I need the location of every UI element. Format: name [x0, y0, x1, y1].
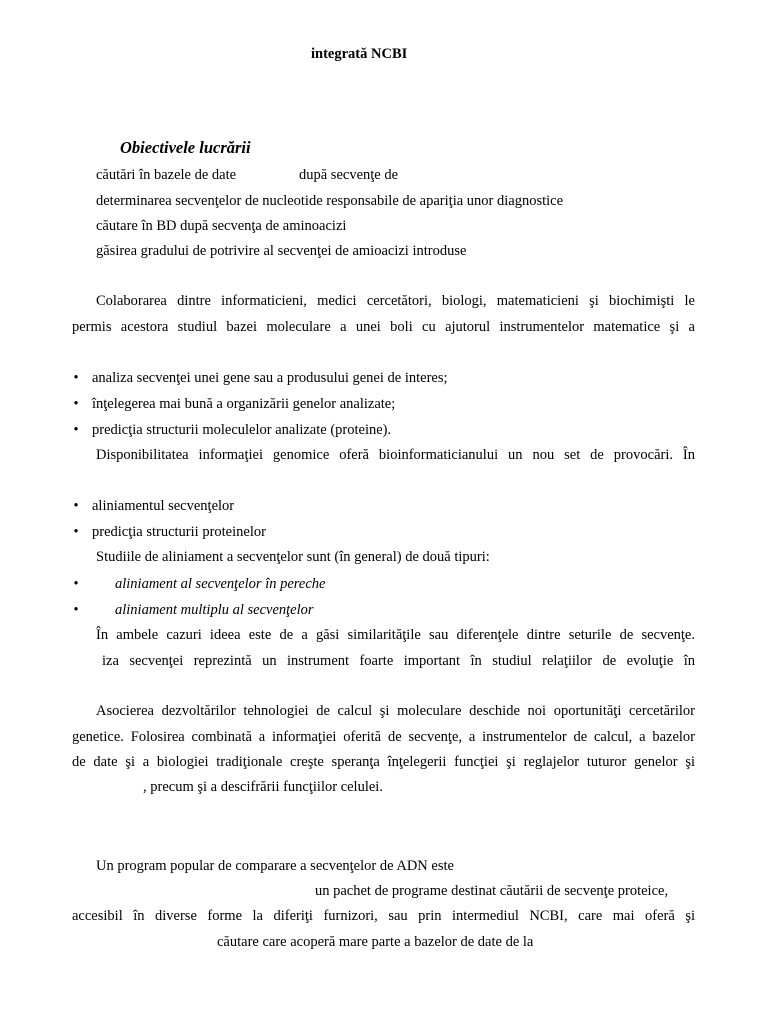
- paragraph-line: Colaborarea dintre informaticieni, medici cercetători, biologi, matematicieni şi biochimişti le: [96, 293, 695, 309]
- paragraph-line: accesibil în diverse forme la diferiţi furnizori, sau prin intermediul NCBI, care mai oferă şi: [72, 908, 695, 924]
- list-item: predicţia structurii moleculelor analizate (proteine).: [92, 422, 392, 438]
- paragraph-line: permis acestora studiul bazei moleculare a unei boli cu ajutorul instrumentelor matematice şi a: [72, 319, 695, 335]
- objective-3: căutare în BD după secvenţa de aminoacizi: [96, 218, 347, 234]
- objective-1a: căutări în bazele de date: [96, 167, 237, 183]
- page-title: integrată NCBI: [311, 46, 408, 62]
- section-heading: Obiectivele lucrării: [120, 138, 251, 157]
- paragraph-line: căutare care acoperă mare parte a bazelor de date de la: [217, 934, 534, 950]
- bullet-icon: •: [73, 576, 79, 592]
- bullet-icon: •: [73, 524, 79, 540]
- objective-2: determinarea secvenţelor de nucleotide responsabile de apariţia unor diagnostice: [96, 193, 564, 209]
- list-item: înţelegerea mai bună a organizării genelor analizate;: [92, 396, 396, 412]
- paragraph-line: Studiile de aliniament a secvenţelor sunt (în general) de două tipuri:: [96, 549, 490, 565]
- list-item: aliniament multiplu al secvenţelor: [115, 602, 314, 618]
- objective-4: găsirea gradului de potrivire al secvenţei de amioacizi introduse: [96, 243, 467, 259]
- paragraph-line: genetice. Folosirea combinată a informaţiei oferită de secvenţe, a instrumentelor de calcul, a bazelor: [72, 729, 695, 745]
- paragraph-line: iza secvenţei reprezintă un instrument foarte important în studiul relaţiilor de evoluţie în: [102, 653, 695, 669]
- list-item: aliniamentul secvenţelor: [92, 498, 235, 514]
- paragraph-line: În ambele cazuri ideea este de a găsi similarităţile sau diferenţele dintre seturile de secvenţe.: [96, 627, 695, 643]
- paragraph-line: Asocierea dezvoltărilor tehnologiei de calcul şi moleculare deschide noi oportunităţi cercetărilor: [96, 703, 695, 719]
- bullet-icon: •: [73, 422, 79, 438]
- bullet-icon: •: [73, 370, 79, 386]
- paragraph-line: de date şi a biologiei tradiţionale creşte speranţa înţelegerii funcţiei şi reglajelor tuturor genelor şi: [72, 754, 695, 770]
- paragraph-line: Disponibilitatea informaţiei genomice oferă bioinformaticianului un nou set de provocări. În: [96, 447, 695, 463]
- bullet-icon: •: [73, 498, 79, 514]
- bullet-icon: •: [73, 602, 79, 618]
- list-item: aliniament al secvenţelor în pereche: [115, 576, 326, 592]
- list-item: analiza secvenţei unei gene sau a produsului genei de interes;: [92, 370, 448, 386]
- paragraph-line: Un program popular de comparare a secvenţelor de ADN este: [96, 858, 454, 874]
- paragraph-line: un pachet de programe destinat căutării de secvenţe proteice,: [315, 883, 669, 899]
- list-item: predicţia structurii proteinelor: [92, 524, 266, 540]
- bullet-icon: •: [73, 396, 79, 412]
- objective-1b: după secvenţe de: [299, 167, 399, 183]
- paragraph-line: , precum şi a descifrării funcţiilor celulei.: [143, 779, 383, 795]
